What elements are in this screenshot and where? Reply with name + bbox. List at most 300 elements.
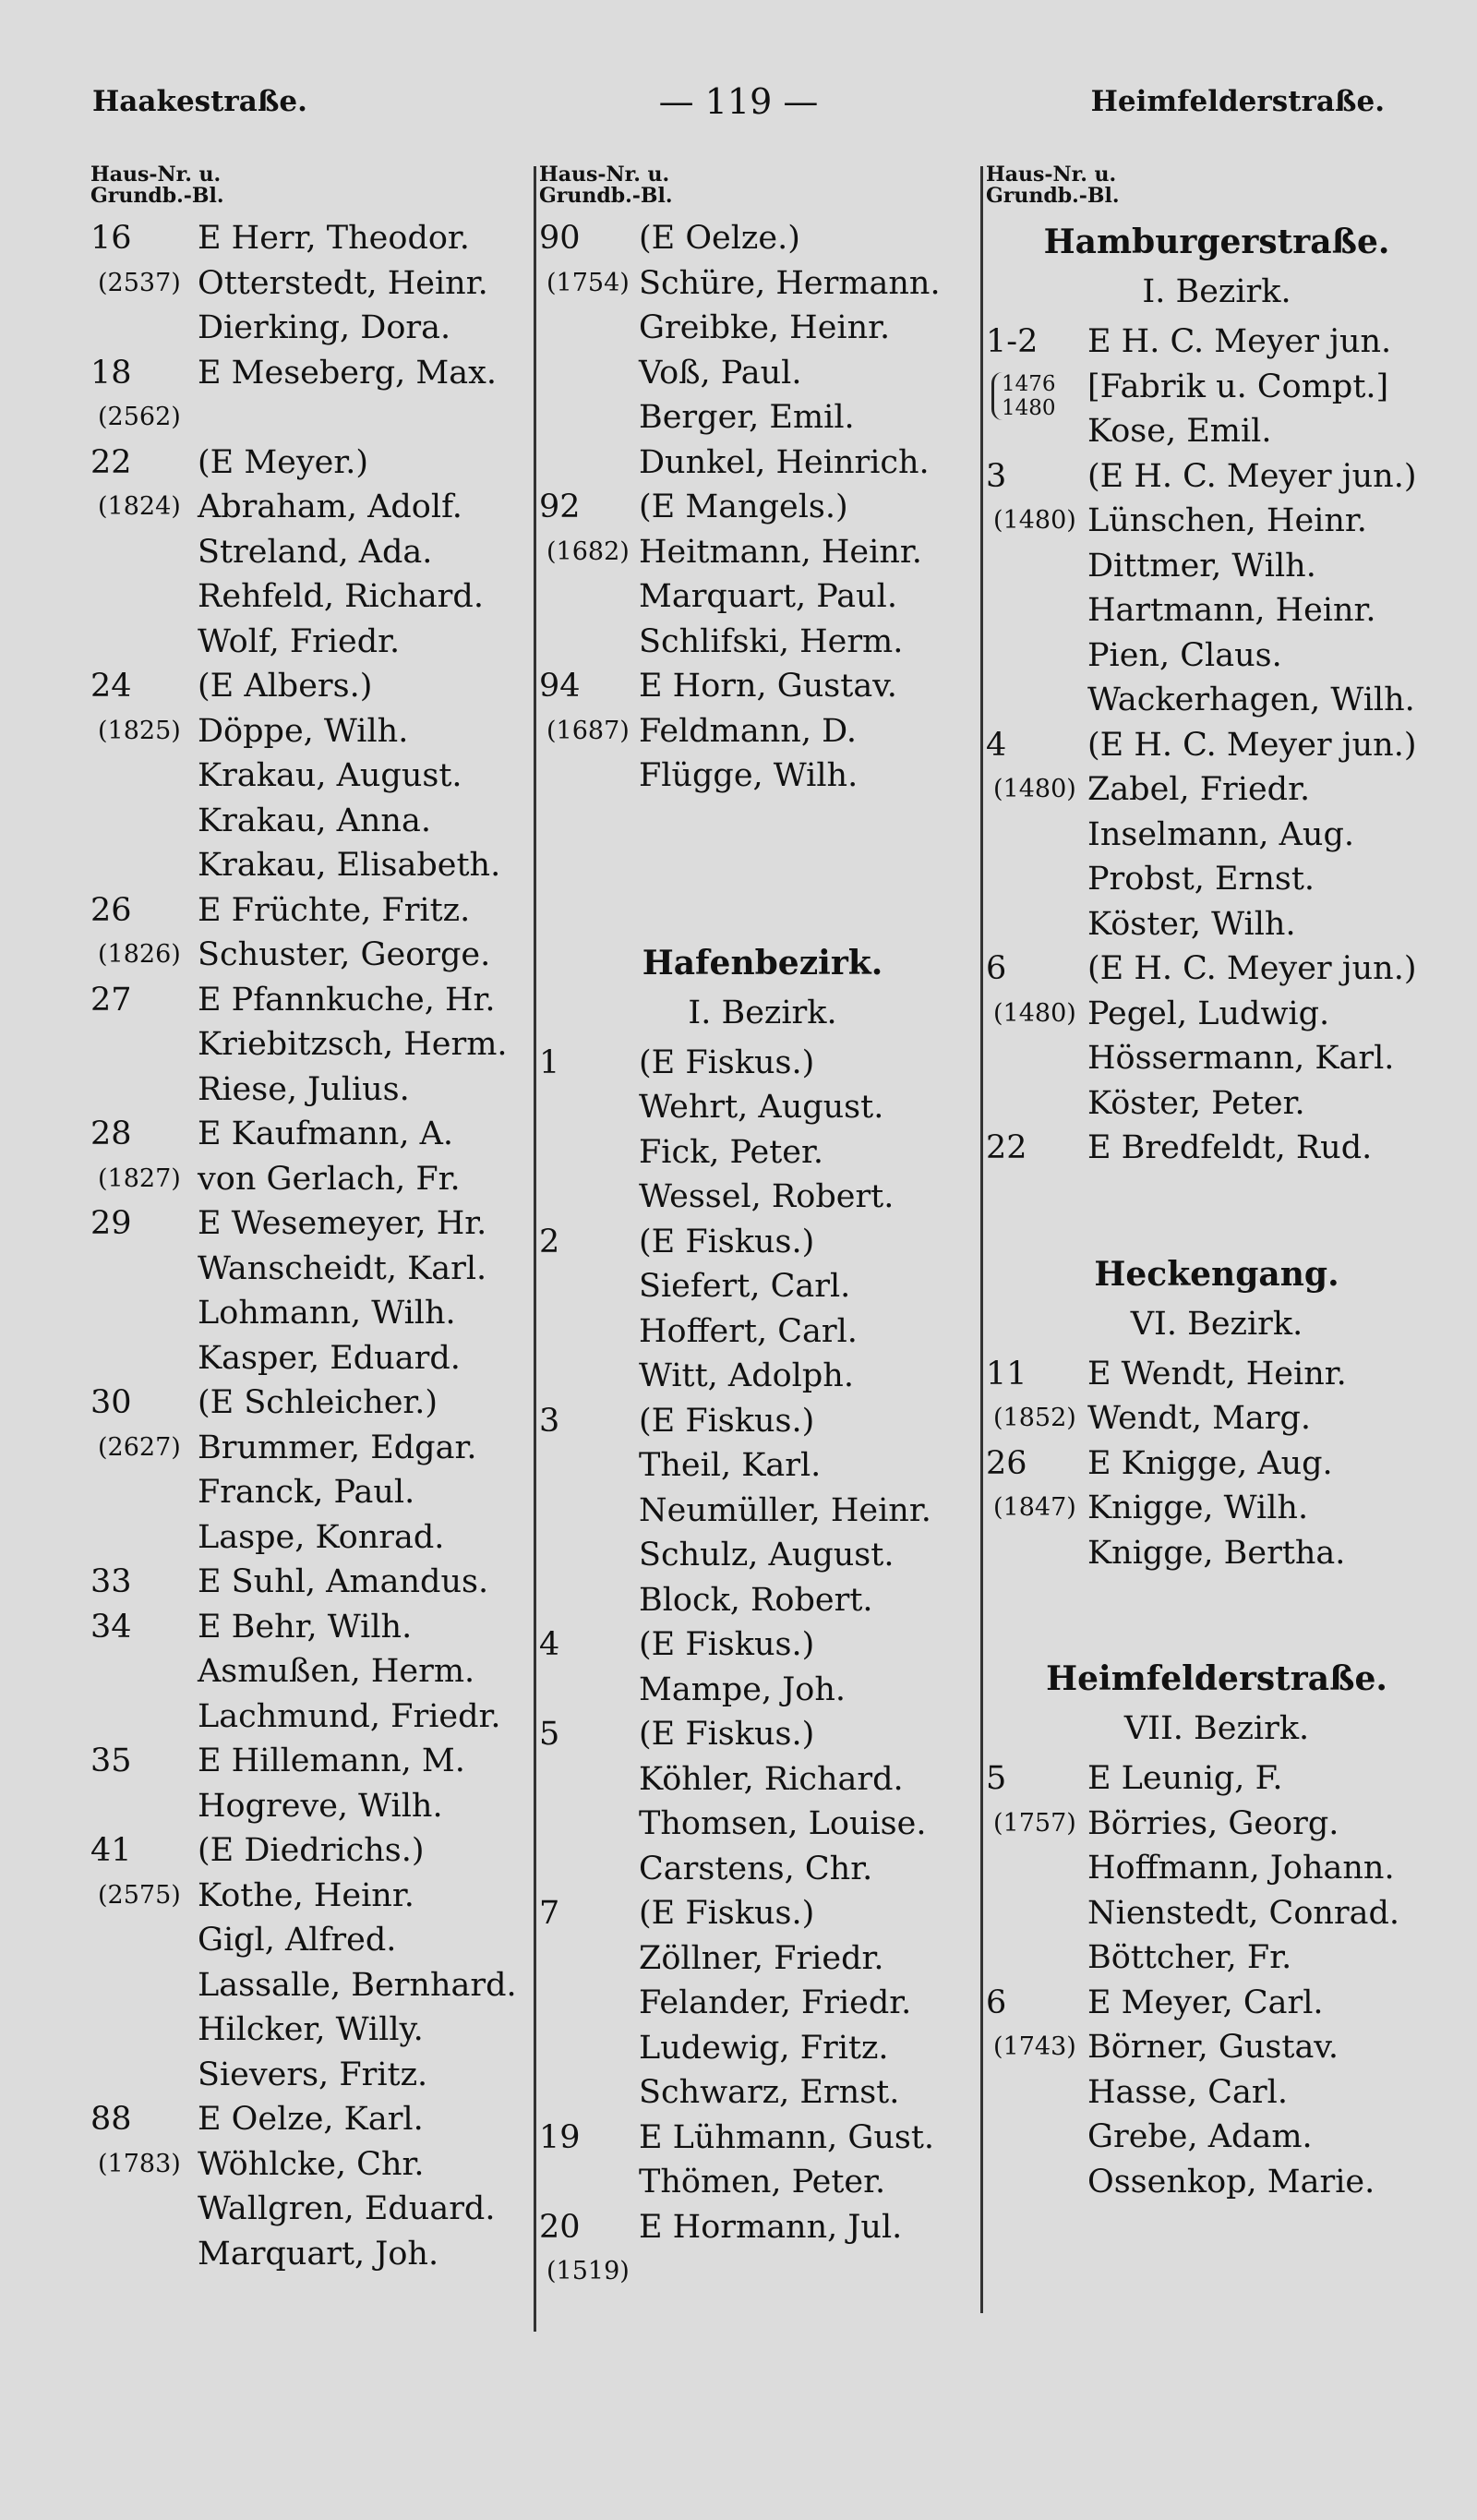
house-number: 3	[986, 457, 1007, 495]
entry-row	[986, 678, 1447, 723]
entry-row	[986, 409, 1447, 454]
land-register-number: (1825)	[98, 716, 181, 745]
entry-row	[90, 351, 534, 396]
resident-name: Hartmann, Heinr.	[1087, 592, 1376, 629]
resident-name: E Kaufmann, A.	[198, 1115, 453, 1152]
entry-row	[539, 1981, 986, 2026]
resident-name: E Meyer, Carl.	[1087, 1983, 1324, 2021]
entry-row	[539, 1354, 986, 1399]
house-number: 18	[90, 354, 132, 392]
resident-name: Köster, Wilh.	[1087, 905, 1296, 943]
entry-row	[90, 1426, 534, 1471]
resident-name: (E Mangels.)	[639, 488, 848, 525]
land-register-number: (1682)	[546, 537, 630, 566]
resident-name: Hoffmann, Johann.	[1087, 1850, 1395, 1887]
entry-row	[90, 1605, 534, 1650]
entry-row	[986, 1935, 1447, 1981]
land-register-number: (1519)	[546, 2257, 630, 2285]
resident-name: Hasse, Carl.	[1087, 2073, 1288, 2111]
entry-row	[539, 1220, 986, 1265]
entry-row	[90, 306, 534, 351]
resident-name: Schlifski, Herm.	[639, 622, 904, 660]
entry-row	[90, 1336, 534, 1381]
section-title: Heckengang.	[1094, 1254, 1339, 1294]
page-number: — 119 —	[658, 81, 819, 122]
entry-row	[90, 485, 534, 530]
resident-name: (E Albers.)	[198, 668, 373, 705]
entry-row	[986, 1396, 1447, 1441]
entry-row	[90, 2187, 534, 2232]
resident-name: Feldmann, D.	[639, 712, 858, 750]
resident-name: Fick, Peter.	[639, 1133, 824, 1171]
land-register-number: (1824)	[98, 492, 181, 521]
entry-row	[90, 1828, 534, 1874]
resident-name: Sievers, Fritz.	[198, 2056, 428, 2093]
entry-row	[986, 1531, 1447, 1576]
resident-name: E Behr, Wilh.	[198, 1608, 413, 1646]
entry-row	[539, 1041, 986, 1086]
resident-name: Brummer, Edgar.	[198, 1429, 477, 1466]
entry-row	[90, 574, 534, 620]
entry-row	[986, 1486, 1447, 1531]
entry-row	[90, 1067, 534, 1113]
entry-row	[986, 767, 1447, 813]
house-number: 19	[539, 2118, 581, 2156]
entry-row	[90, 2008, 534, 2053]
resident-name: Probst, Ernst.	[1087, 861, 1315, 898]
entry-row	[90, 1381, 534, 1426]
entry-row	[90, 1201, 534, 1247]
entry-row	[986, 1802, 1447, 1847]
entry-row	[90, 2142, 534, 2188]
land-register-number: (1687)	[546, 716, 630, 745]
resident-name: Köster, Peter.	[1087, 1084, 1305, 1122]
entry-row	[539, 2026, 986, 2071]
resident-name: Pegel, Ludwig.	[1087, 995, 1330, 1032]
land-register-number: 1476 1480	[991, 372, 1056, 420]
resident-name: (E Diedrichs.)	[198, 1832, 425, 1869]
entry-row	[90, 1470, 534, 1515]
land-register-number: (1847)	[993, 1493, 1076, 1522]
resident-name: E Knigge, Aug.	[1087, 1444, 1333, 1482]
entry-row	[539, 351, 986, 396]
entry-row	[539, 1847, 986, 1892]
entry-list	[986, 1756, 1447, 2204]
entry-row	[539, 1757, 986, 1803]
resident-name: (E Fiskus.)	[639, 1895, 815, 1932]
house-number: 4	[986, 726, 1007, 764]
entry-row	[986, 947, 1447, 992]
resident-name: Inselmann, Aug.	[1087, 815, 1354, 853]
resident-name: Heitmann, Heinr.	[639, 533, 922, 571]
entry-row	[986, 2025, 1447, 2070]
house-number: 5	[986, 1760, 1007, 1797]
resident-name: Mampe, Joh.	[639, 1670, 847, 1708]
resident-name: Kasper, Eduard.	[198, 1339, 461, 1377]
resident-name: Schuster, George.	[198, 936, 491, 973]
resident-name: E Horn, Gustav.	[639, 668, 897, 705]
resident-name: Kriebitzsch, Herm.	[198, 1026, 508, 1063]
entry-list	[539, 216, 986, 799]
house-number: 26	[90, 891, 132, 929]
house-number: 11	[986, 1355, 1027, 1393]
house-number: 30	[90, 1384, 132, 1421]
entry-row	[539, 1443, 986, 1489]
resident-name: E Suhl, Amandus.	[198, 1563, 489, 1600]
resident-name: Greibke, Heinr.	[639, 309, 891, 346]
resident-name: E Wesemeyer, Hr.	[198, 1205, 487, 1242]
entry-row	[90, 1247, 534, 1292]
entry-row	[986, 1441, 1447, 1487]
house-number: 4	[539, 1626, 560, 1663]
section-title: Heimfelderstraße.	[1046, 1659, 1387, 1698]
resident-name: Köhler, Richard.	[639, 1760, 904, 1798]
entry-row	[90, 933, 534, 978]
resident-name: (E Fiskus.)	[639, 1626, 815, 1663]
entry-row	[986, 1352, 1447, 1397]
resident-name: Riese, Julius.	[198, 1070, 410, 1108]
house-number: 92	[539, 488, 581, 525]
entry-row	[986, 2070, 1447, 2116]
entry-row	[539, 1712, 986, 1757]
land-register-number: (1480)	[993, 506, 1076, 535]
entry-row	[539, 1264, 986, 1309]
column-2	[539, 164, 986, 2295]
resident-name: Börries, Georg.	[1087, 1804, 1339, 1842]
entry-row	[539, 306, 986, 351]
entry-row	[539, 1668, 986, 1713]
entry-list	[986, 1352, 1447, 1576]
entry-row	[539, 1533, 986, 1578]
resident-name: Streland, Ada.	[198, 533, 433, 571]
house-number: 6	[986, 950, 1007, 987]
resident-name: Ludewig, Fritz.	[639, 2029, 889, 2067]
entry-row	[90, 530, 534, 575]
resident-name: Lünschen, Heinr.	[1087, 502, 1367, 539]
entry-row	[90, 2053, 534, 2098]
resident-name: Carstens, Chr.	[639, 1850, 873, 1887]
resident-name: Siefert, Carl.	[639, 1268, 851, 1305]
entry-row	[90, 1291, 534, 1336]
entry-row	[90, 1560, 534, 1605]
house-number: 16	[90, 220, 132, 257]
entry-row	[539, 485, 986, 530]
entry-row	[90, 1874, 534, 1919]
house-number: 22	[90, 443, 132, 481]
resident-name: Böttcher, Fr.	[1087, 1939, 1292, 1976]
entry-row	[90, 1739, 534, 1784]
entry-row	[90, 2232, 534, 2277]
resident-name: Pien, Claus.	[1087, 636, 1282, 674]
house-number: 26	[986, 1444, 1027, 1482]
house-number: 29	[90, 1205, 132, 1242]
resident-name: Wessel, Robert.	[639, 1178, 895, 1215]
entry-row	[539, 1130, 986, 1176]
resident-name: Witt, Adolph.	[639, 1357, 854, 1394]
resident-name: Felander, Friedr.	[639, 1984, 912, 2021]
entry-row	[539, 2070, 986, 2116]
entry-row	[986, 813, 1447, 858]
house-number: 94	[539, 668, 581, 705]
entry-row	[90, 2097, 534, 2142]
land-register-number: (1480)	[993, 775, 1076, 803]
land-register-number: (2627)	[98, 1432, 181, 1462]
entry-row	[90, 843, 534, 888]
entry-row	[986, 992, 1447, 1037]
entry-row	[90, 1694, 534, 1740]
entry-row	[539, 709, 986, 754]
resident-name: Neumüller, Heinr.	[639, 1491, 931, 1529]
resident-name: (E Schleicher.)	[198, 1384, 438, 1421]
resident-name: [Fabrik u. Compt.]	[1087, 368, 1389, 405]
resident-name: E Hormann, Jul.	[639, 2208, 903, 2246]
resident-name: Wehrt, August.	[639, 1089, 884, 1126]
land-register-number: (1757)	[993, 1808, 1076, 1838]
resident-name: E Meseberg, Max.	[198, 354, 497, 392]
resident-name: Grebe, Adam.	[1087, 2118, 1313, 2155]
resident-name: Krakau, Elisabeth.	[198, 847, 501, 884]
column-3	[986, 164, 1447, 2204]
entry-row	[986, 544, 1447, 589]
resident-name: Asmußen, Herm.	[198, 1653, 475, 1690]
entry-row	[539, 2160, 986, 2205]
entry-row	[90, 1649, 534, 1694]
resident-name: Knigge, Wilh.	[1087, 1489, 1309, 1526]
house-number: 3	[539, 1402, 560, 1440]
resident-name: Wolf, Friedr.	[198, 622, 401, 660]
entry-row	[986, 633, 1447, 679]
resident-name: Otterstedt, Heinr.	[198, 264, 488, 302]
entry-row	[986, 588, 1447, 633]
land-register-number: (2575)	[98, 1880, 181, 1910]
column-header: Haus-Nr. u. Grundb.-Bl.	[539, 163, 673, 208]
resident-name: Zabel, Friedr.	[1087, 771, 1311, 808]
entry-row	[986, 320, 1447, 365]
resident-name: Hilcker, Willy.	[198, 2011, 424, 2048]
district-label: VII. Bezirk.	[1123, 1710, 1310, 1747]
resident-name: E Oelze, Karl.	[198, 2101, 424, 2138]
land-register-number: (1783)	[98, 2149, 181, 2178]
resident-name: Dunkel, Heinrich.	[639, 443, 930, 481]
resident-name: Krakau, Anna.	[198, 802, 431, 839]
entry-row	[90, 888, 534, 934]
running-head-left: Haakestraße.	[92, 85, 307, 118]
land-register-number: (1852)	[993, 1404, 1076, 1432]
resident-name: E H. C. Meyer jun.	[1087, 323, 1392, 360]
column-1	[90, 164, 534, 2276]
entry-row	[539, 261, 986, 307]
house-number: 33	[90, 1563, 132, 1600]
land-register-number: (1827)	[98, 1164, 181, 1193]
resident-name: E Früchte, Fritz.	[198, 891, 471, 929]
entry-row	[539, 1489, 986, 1534]
entry-row	[539, 216, 986, 261]
column-header: Haus-Nr. u. Grundb.-Bl.	[986, 163, 1120, 208]
resident-name: Kothe, Heinr.	[198, 1876, 414, 1914]
resident-name: Franck, Paul.	[198, 1474, 415, 1511]
resident-name: Marquart, Joh.	[198, 2235, 439, 2273]
resident-name: E Leunig, F.	[1087, 1760, 1283, 1797]
entry-list	[986, 320, 1447, 1171]
resident-name: (E H. C. Meyer jun.)	[1087, 950, 1417, 987]
resident-name: Voß, Paul.	[639, 354, 802, 392]
entry-row	[539, 2205, 986, 2250]
resident-name: Kose, Emil.	[1087, 413, 1272, 450]
entry-row	[986, 2115, 1447, 2160]
land-register-number: (2537)	[98, 268, 181, 297]
resident-name: Dierking, Dora.	[198, 309, 451, 346]
resident-name: E Bredfeldt, Rud.	[1087, 1129, 1373, 1166]
resident-name: (E Fiskus.)	[639, 1223, 815, 1260]
resident-name: Dittmer, Wilh.	[1087, 547, 1316, 585]
entry-row	[90, 395, 534, 440]
entry-row	[986, 902, 1447, 947]
resident-name: Knigge, Bertha.	[1087, 1534, 1346, 1572]
house-number: 34	[90, 1608, 132, 1646]
resident-name: E Hillemann, M.	[198, 1742, 465, 1779]
resident-name: (E H. C. Meyer jun.)	[1087, 726, 1417, 764]
entry-row	[90, 1918, 534, 1963]
entry-row	[90, 1963, 534, 2008]
resident-name: Theil, Karl.	[639, 1447, 822, 1484]
entry-row	[986, 1126, 1447, 1171]
resident-name: Lachmund, Friedr.	[198, 1697, 501, 1735]
resident-name: Rehfeld, Richard.	[198, 578, 484, 615]
resident-name: Hoffert, Carl.	[639, 1312, 858, 1350]
house-number: 7	[539, 1895, 560, 1932]
land-register-number: (2562)	[98, 403, 181, 431]
resident-name: (E Fiskus.)	[639, 1043, 815, 1081]
house-number: 41	[90, 1832, 132, 1869]
entry-row	[90, 620, 534, 665]
resident-name: Abraham, Adolf.	[198, 488, 462, 525]
resident-name: Gigl, Alfred.	[198, 1922, 397, 1959]
entry-row	[539, 440, 986, 486]
entry-list	[539, 1041, 986, 2295]
resident-name: Wöhlcke, Chr.	[198, 2145, 425, 2183]
resident-name: (E Oelze.)	[639, 220, 800, 257]
house-number: 28	[90, 1115, 132, 1152]
entry-row	[986, 723, 1447, 768]
resident-name: (E Fiskus.)	[639, 1402, 815, 1440]
resident-name: Block, Robert.	[639, 1581, 873, 1619]
resident-name: Börner, Gustav.	[1087, 2029, 1339, 2066]
house-number: 27	[90, 981, 132, 1019]
house-number: 1	[539, 1043, 560, 1081]
resident-name: E Wendt, Heinr.	[1087, 1355, 1347, 1393]
entry-row	[986, 365, 1447, 420]
entry-row	[90, 709, 534, 754]
resident-name: (E Meyer.)	[198, 443, 369, 481]
entry-row	[539, 2116, 986, 2161]
resident-name: E Pfannkuche, Hr.	[198, 981, 496, 1019]
resident-name: Döppe, Wilh.	[198, 712, 409, 750]
resident-name: Laspe, Konrad.	[198, 1518, 445, 1556]
resident-name: Lohmann, Wilh.	[198, 1295, 456, 1332]
entry-row	[539, 664, 986, 709]
entry-row	[986, 1891, 1447, 1936]
entry-row	[90, 440, 534, 486]
running-head-right: Heimfelderstraße.	[1090, 85, 1385, 118]
house-number: 20	[539, 2208, 581, 2246]
entry-row	[539, 1936, 986, 1982]
resident-name: Hössermann, Karl.	[1087, 1040, 1395, 1077]
section-title: Hafenbezirk.	[642, 943, 883, 983]
section-title: Hamburgerstraße.	[1043, 223, 1390, 261]
entry-row	[539, 1085, 986, 1130]
house-number: 2	[539, 1223, 560, 1260]
resident-name: Marquart, Paul.	[639, 578, 897, 615]
resident-name: (E H. C. Meyer jun.)	[1087, 457, 1417, 495]
column-rule	[534, 166, 536, 2332]
entry-row	[90, 1112, 534, 1157]
entry-row	[539, 1891, 986, 1936]
resident-name: Schwarz, Ernst.	[639, 2074, 900, 2111]
resident-name: Hogreve, Wilh.	[198, 1787, 443, 1825]
entry-row	[539, 1802, 986, 1847]
entry-row	[986, 1981, 1447, 2026]
entry-row	[986, 1846, 1447, 1891]
resident-name: Wendt, Marg.	[1087, 1400, 1312, 1437]
resident-name: Krakau, August.	[198, 757, 462, 794]
resident-name: E Herr, Theodor.	[198, 220, 470, 257]
resident-name: Wackerhagen, Wilh.	[1087, 681, 1415, 718]
entry-row	[539, 1175, 986, 1220]
resident-name: Flügge, Wilh.	[639, 757, 859, 794]
entry-row	[539, 395, 986, 440]
house-number: 5	[539, 1716, 560, 1753]
land-register-number: (1754)	[546, 268, 630, 297]
entry-row	[539, 2249, 986, 2295]
resident-name: Schulz, August.	[639, 1537, 895, 1573]
resident-name: Thomsen, Louise.	[639, 1805, 927, 1842]
district-label: I. Bezirk.	[688, 994, 837, 1031]
resident-name: Lassalle, Bernhard.	[198, 1966, 517, 2004]
house-number: 24	[90, 668, 132, 705]
entry-row	[539, 1309, 986, 1355]
district-label: I. Bezirk.	[1142, 273, 1291, 310]
resident-name: Schüre, Hermann.	[639, 264, 941, 302]
entry-row	[986, 2160, 1447, 2205]
entry-row	[539, 1622, 986, 1668]
entry-row	[90, 664, 534, 709]
district-label: VI. Bezirk.	[1130, 1305, 1303, 1343]
entry-list	[90, 216, 534, 2276]
entry-row	[986, 499, 1447, 544]
resident-name: Wanscheidt, Karl.	[198, 1249, 487, 1287]
entry-row	[986, 1036, 1447, 1081]
house-number: 88	[90, 2101, 132, 2138]
resident-name: E Lühmann, Gust.	[639, 2118, 935, 2156]
resident-name: Berger, Emil.	[639, 399, 855, 436]
entry-row	[539, 754, 986, 799]
resident-name: von Gerlach, Fr.	[198, 1160, 461, 1198]
entry-row	[539, 574, 986, 620]
entry-row	[539, 1578, 986, 1623]
entry-row	[90, 978, 534, 1023]
entry-row	[90, 799, 534, 844]
entry-row	[90, 1157, 534, 1202]
house-number: 22	[986, 1129, 1027, 1166]
resident-name: Thömen, Peter.	[639, 2164, 886, 2200]
entry-row	[90, 754, 534, 799]
entry-row	[90, 1022, 534, 1067]
entry-row	[986, 1081, 1447, 1127]
entry-row	[90, 216, 534, 261]
resident-name: Zöllner, Friedr.	[639, 1939, 884, 1977]
land-register-number: (1480)	[993, 998, 1076, 1028]
resident-name: Nienstedt, Conrad.	[1087, 1894, 1400, 1932]
